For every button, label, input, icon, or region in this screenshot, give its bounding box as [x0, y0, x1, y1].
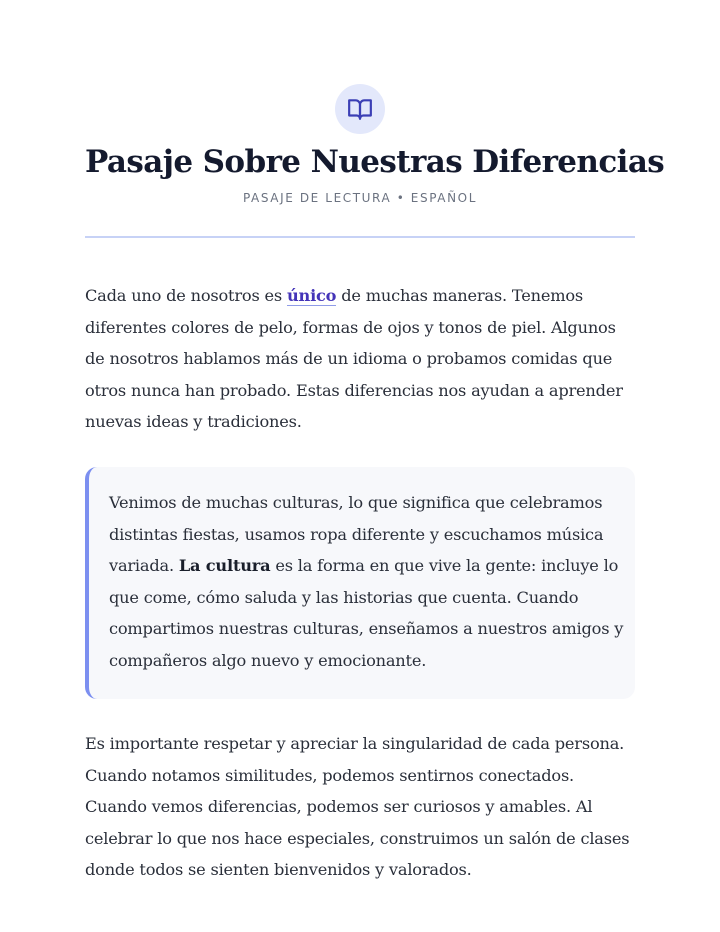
page-subtitle: PASAJE DE LECTURA • ESPAÑOL	[242, 191, 477, 205]
header-divider	[85, 236, 635, 238]
book-badge	[335, 84, 385, 134]
paragraph-conclusion: Es importante respetar y apreciar la singularidad de cada persona. Cuando notamos similitudes, podemos sentirnos conectados. Cuando vemos diferencias, podemos ser curiosos y amables. Al celebrar lo que nos hace especiales, construimos un salón de clases donde todos se sienten bienvenidos y valorados.	[85, 734, 630, 880]
callout-paragraph	[109, 487, 624, 677]
highlighted-term[interactable]: único	[286, 286, 337, 305]
bold-term: La cultura	[178, 556, 271, 576]
paragraph-intro	[85, 280, 635, 438]
callout-text-end: es la forma en que vive la gente: incluye lo que come, cómo saluda y las historias que cuenta. Cuando compartimos nuestras culturas, enseñamos a nuestros amigos y compañeros algo nuevo y emocionante.	[109, 556, 624, 670]
open-book-icon	[347, 96, 373, 122]
culture-callout	[85, 467, 635, 699]
page-title: Pasaje Sobre Nuestras Diferencias	[85, 144, 665, 180]
paragraph-intro-text-start: Cada uno de nosotros es	[85, 286, 287, 305]
callout-text-start: Venimos de muchas culturas, lo que significa que celebramos distintas fiestas, usamos ropa diferente y escuchamos música variada.	[109, 493, 604, 576]
paragraph-intro-text-end: de muchas maneras. Tenemos diferentes colores de pelo, formas de ojos y tonos de piel. Algunos de nosotros hablamos más de un idioma o probamos comidas que otros nunca han probado. Estas diferencias nos ayudan a aprender nuevas ideas y tradiciones.	[85, 286, 623, 432]
